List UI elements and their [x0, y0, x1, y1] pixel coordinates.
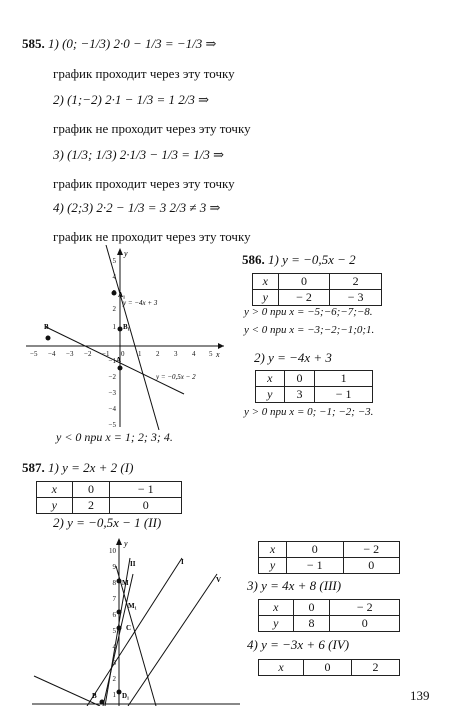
problem-586-number: 586.	[242, 252, 265, 267]
line-iv	[116, 566, 156, 706]
table-cell: 0	[293, 600, 330, 616]
table-cell: x	[259, 542, 287, 558]
y-tick: 1	[112, 323, 116, 331]
table-row	[37, 482, 182, 498]
point-a1-label: A₁	[118, 291, 126, 299]
problem-587-part2-title: 2) y = −0,5x − 1 (II)	[53, 515, 162, 530]
y-tick: −1	[108, 357, 116, 365]
line-v	[128, 574, 217, 706]
table-cell: 0	[330, 616, 400, 632]
label-m: M	[122, 579, 129, 587]
y-tick: 2	[112, 675, 116, 683]
label-m1: M₁	[128, 602, 137, 610]
x-axis-arrow-icon	[218, 343, 224, 349]
table-cell: 2	[72, 498, 110, 514]
table-587-1	[36, 481, 182, 514]
y-tick: 4	[112, 643, 116, 651]
point-m	[117, 579, 122, 584]
x-tick: 3	[174, 350, 178, 358]
problem-587-part4-title: 4) y = −3x + 6 (IV)	[247, 637, 350, 652]
table-cell: y	[259, 616, 294, 632]
problem-586-part1-title: 1) y = −0,5x − 2	[268, 252, 356, 267]
problem-585-expr-3: 3) (1/3; 1/3) 2·1/3 − 1/3 = 1/3 ⇒	[53, 147, 225, 162]
label-v: V	[216, 576, 222, 584]
problem-585-result-2: график не проходит через эту точку	[53, 121, 251, 136]
y-tick: 5	[112, 257, 116, 265]
x-tick: −2	[84, 350, 92, 358]
y-tick: −5	[108, 421, 116, 429]
point-b	[46, 336, 51, 341]
table-cell: x	[259, 600, 294, 616]
table-cell: − 2	[330, 600, 400, 616]
x-tick: −1	[102, 350, 110, 358]
problem-586-part1-pos: y > 0 при x = −5;−6;−7;−8.	[244, 306, 373, 318]
table-row	[259, 558, 400, 574]
x-tick: 5	[209, 350, 213, 358]
table-cell: 0	[110, 498, 182, 514]
problem-585-expr-2: 2) (1;−2) 2·1 − 1/3 = 1 2/3 ⇒	[53, 92, 209, 107]
problem-585-number: 585.	[22, 36, 45, 51]
table-cell: − 1	[315, 387, 373, 403]
table-cell: x	[37, 482, 73, 498]
line2-label: y = −0,5x − 2	[156, 373, 196, 381]
problem-585-expr-1: 1) (0; −1/3) 2·0 − 1/3 = −1/3 ⇒	[48, 36, 217, 51]
graph-587	[30, 536, 242, 706]
table-cell: y	[259, 558, 287, 574]
table-cell: − 3	[330, 290, 382, 306]
problem-587-part1-title: 1) y = 2x + 2 (I)	[48, 460, 134, 475]
table-row	[253, 290, 382, 306]
y-axis-arrow-icon	[117, 248, 123, 255]
y-axis-arrow-icon	[116, 538, 122, 545]
y-tick: 7	[112, 595, 116, 603]
problem-586-part1-neg: y < 0 при x = −3;−2;−1;0;1.	[244, 324, 375, 336]
table-cell: x	[256, 371, 285, 387]
table-cell: 8	[293, 616, 330, 632]
y-tick: −2	[108, 373, 116, 381]
table-row	[256, 387, 373, 403]
table-cell: 0	[343, 558, 399, 574]
line-iii	[103, 574, 133, 706]
table-row	[256, 371, 373, 387]
problem-585-result-4: график не проходит через эту точку	[53, 229, 251, 244]
table-586-2	[255, 370, 373, 403]
line-vi	[34, 676, 100, 706]
point-a1	[112, 291, 117, 296]
table-587-2	[258, 541, 400, 574]
graph1-caption: y < 0 при x = 1; 2; 3; 4.	[56, 430, 173, 444]
table-587-3	[258, 599, 400, 632]
table-row	[37, 498, 182, 514]
table-cell: − 2	[343, 542, 399, 558]
table-cell: 2	[352, 660, 400, 676]
problem-585-item-1	[22, 36, 216, 52]
y-tick: −3	[108, 389, 116, 397]
x-tick: −5	[30, 350, 38, 358]
table-cell: 2	[330, 274, 382, 290]
x-tick: 2	[156, 350, 160, 358]
x-tick: 4	[192, 350, 196, 358]
table-cell: 0	[72, 482, 110, 498]
table-586-1	[252, 273, 382, 306]
point-b	[100, 700, 105, 705]
table-587-4	[258, 659, 400, 676]
y-axis-label: y	[124, 249, 128, 258]
line1-label: y = −4x + 3	[123, 299, 158, 307]
x-tick: −3	[66, 350, 74, 358]
table-cell: y	[253, 290, 279, 306]
point-c	[117, 626, 122, 631]
table-cell: 0	[304, 660, 352, 676]
label-ii: II	[130, 560, 136, 568]
point-d1	[117, 690, 122, 695]
problem-585-result-1: график проходит через эту точку	[53, 66, 235, 81]
point-a	[118, 366, 123, 371]
y-tick: 5	[112, 627, 116, 635]
y-tick: 2	[112, 305, 116, 313]
table-cell: 0	[287, 542, 343, 558]
table-cell: x	[253, 274, 279, 290]
y-tick: −4	[108, 405, 116, 413]
table-cell: y	[37, 498, 73, 514]
y-tick: 6	[112, 611, 116, 619]
problem-585-result-3: график проходит через эту точку	[53, 176, 235, 191]
label-b: B	[92, 692, 97, 700]
table-row	[259, 616, 400, 632]
point-m1	[117, 610, 122, 615]
y-tick: 9	[112, 563, 116, 571]
x-tick: 1	[138, 350, 142, 358]
problem-587-number: 587.	[22, 460, 45, 475]
y-tick: 1	[112, 691, 116, 699]
table-row	[253, 274, 382, 290]
y-tick-labels	[109, 257, 117, 429]
table-row	[259, 600, 400, 616]
label-i: I	[181, 558, 184, 566]
problem-586-title	[242, 252, 356, 268]
y-tick: 3	[112, 659, 116, 667]
y-tick: 8	[112, 579, 116, 587]
y-tick: 10	[109, 547, 116, 555]
point-b1-label: B₁	[123, 323, 130, 331]
x-tick-labels	[30, 350, 213, 358]
y-axis-label: y	[124, 539, 128, 548]
table-cell: 3	[284, 387, 315, 403]
problem-587-title	[22, 460, 133, 476]
point-b1	[118, 327, 123, 332]
table-cell: x	[259, 660, 304, 676]
table-row	[259, 660, 400, 676]
problem-587-part3-title: 3) y = 4x + 8 (III)	[247, 578, 342, 593]
x-axis-label: x	[216, 350, 220, 359]
point-a-label: A	[116, 356, 122, 364]
point-b-label: B	[44, 323, 49, 331]
problem-585-expr-4: 4) (2;3) 2·2 − 1/3 = 3 2/3 ≠ 3 ⇒	[53, 200, 221, 215]
page-number: 139	[410, 688, 430, 703]
table-cell: − 2	[278, 290, 330, 306]
table-cell: 0	[278, 274, 330, 290]
table-cell: 1	[315, 371, 373, 387]
problem-586-part2-title: 2) y = −4x + 3	[254, 350, 332, 365]
x-tick: −4	[48, 350, 56, 358]
table-cell: − 1	[287, 558, 343, 574]
label-c: C	[126, 624, 132, 632]
table-cell: − 1	[110, 482, 182, 498]
table-cell: 0	[284, 371, 315, 387]
problem-586-part2-pos: y > 0 при x = 0; −1; −2; −3.	[244, 406, 374, 418]
graph-586	[26, 245, 226, 430]
table-cell: y	[256, 387, 285, 403]
y-tick: 4	[112, 273, 116, 281]
x-tick: 0	[121, 350, 125, 358]
table-row	[259, 542, 400, 558]
label-d1: D₁	[122, 692, 130, 700]
